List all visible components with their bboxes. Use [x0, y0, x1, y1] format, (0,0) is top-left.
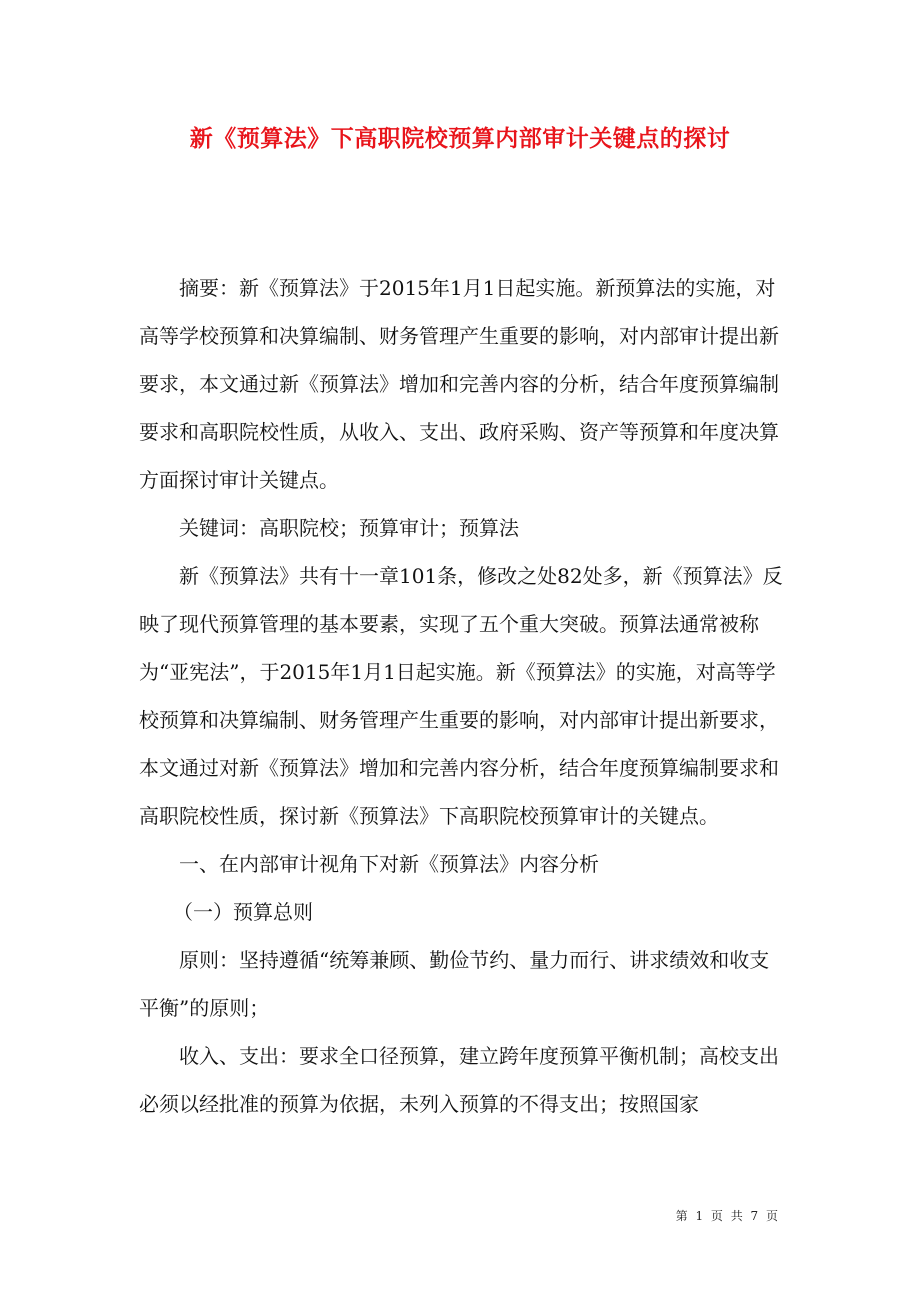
principle-paragraph: 原则：坚持遵循“统筹兼顾、勤俭节约、量力而行、讲求绩效和收支平衡”的原则； — [139, 948, 770, 1020]
abstract-paragraph: 摘要：新《预算法》于2015年1月1日起实施。新预算法的实施，对高等学校预算和决算编制、财务管理产生重要的影响，对内部审计提出新要求，本文通过新《预算法》增加和完善内容的分析，结合年度预算编制要求和高职院校性质，从收入、支出、政府采购、资产等预算和年度决算方面探讨审计关键点。 — [139, 276, 779, 492]
document-title: 新《预算法》下高职院校预算内部审计关键点的探讨 — [189, 125, 731, 152]
subsection-heading: （一）预算总则 — [173, 900, 313, 924]
section-heading: 一、在内部审计视角下对新《预算法》内容分析 — [179, 852, 599, 876]
document-body — [139, 264, 787, 1128]
keywords-paragraph: 关键词：高职院校；预算审计；预算法 — [179, 516, 519, 540]
page-number: 第 1 页 共 7 页 — [675, 1209, 780, 1223]
intro-paragraph: 新《预算法》共有十一章101条，修改之处82处多，新《预算法》反映了现代预算管理的基本要素，实现了五个重大突破。预算法通常被称为“亚宪法”，于2015年1月1日起实施。新《预算法》的实施，对高等学校预算和决算编制、财务管理产生重要的影响，对内部审计提出新要求，本文通过对新《预算法》增加和完善内容分析，结合年度预算编制要求和高职院校性质，探讨新《预算法》下高职院校预算审计的关键点。 — [139, 564, 783, 828]
income-expense-paragraph: 收入、支出：要求全口径预算，建立跨年度预算平衡机制；高校支出必须以经批准的预算为依据，未列入预算的不得支出；按照国家 — [139, 1044, 779, 1116]
